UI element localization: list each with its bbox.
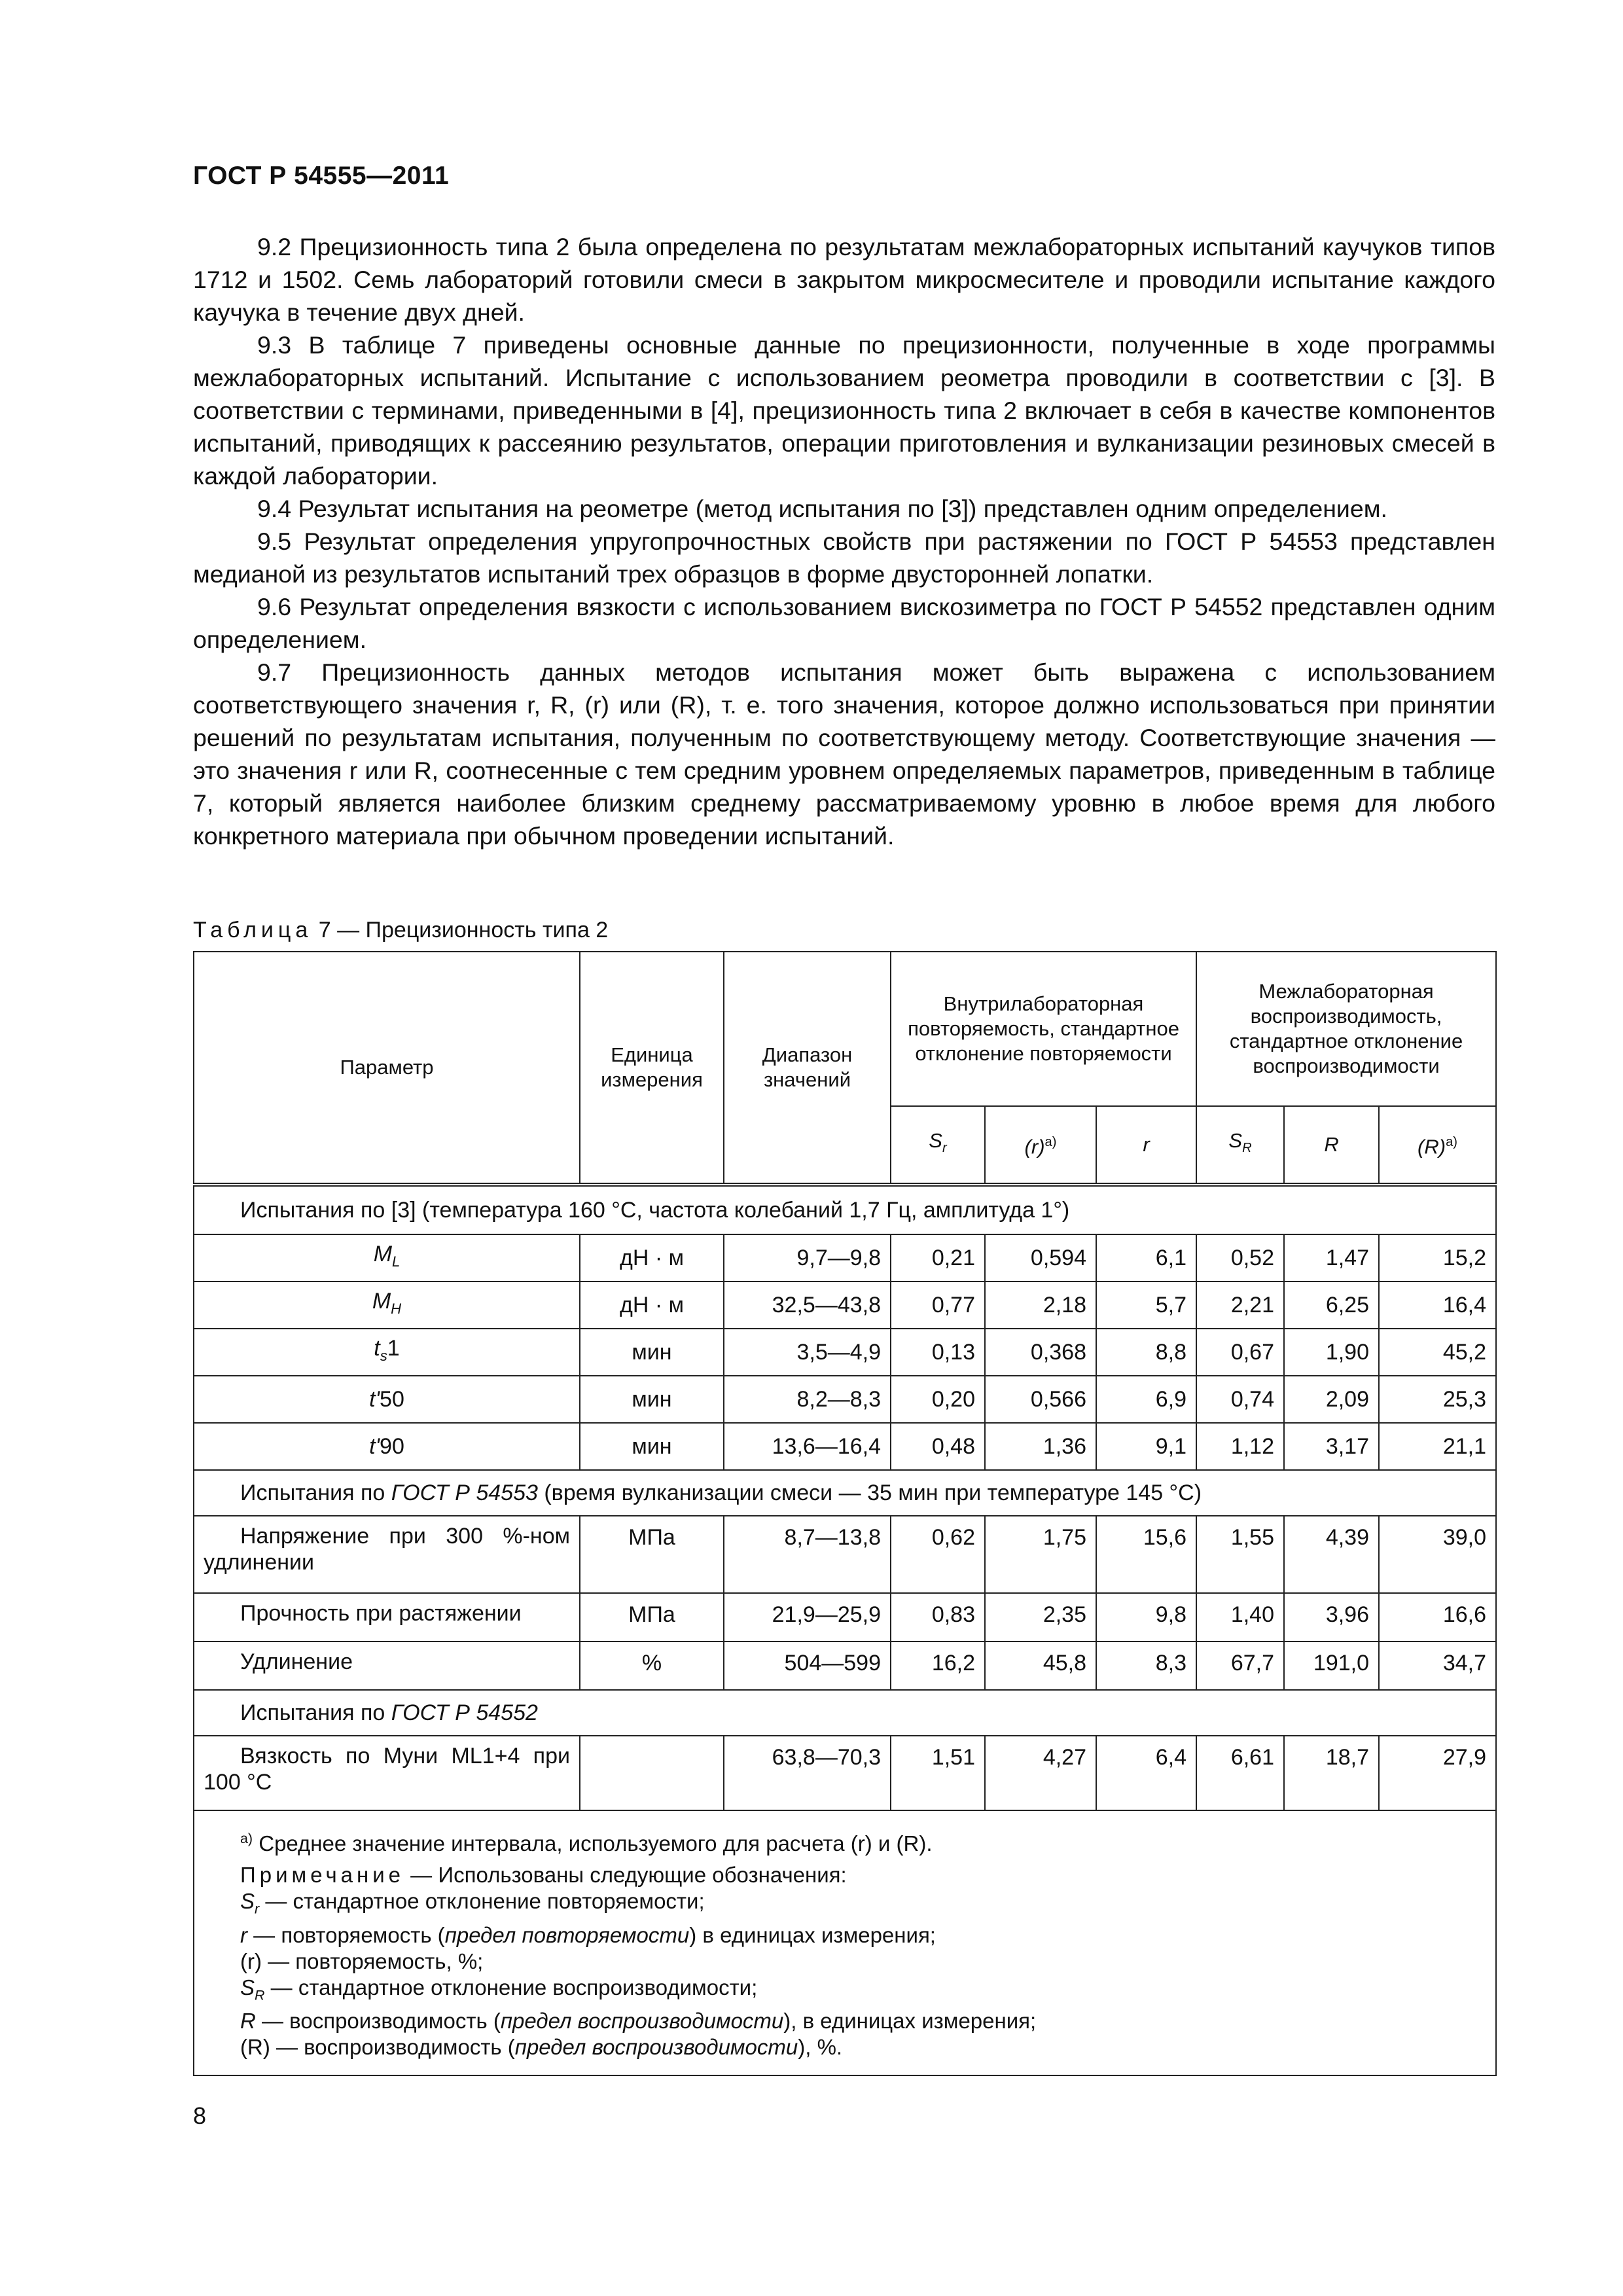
R-percent-cell: 21,1: [1379, 1423, 1496, 1470]
sr-cell: 16,2: [891, 1641, 985, 1690]
r-cell: 5,7: [1096, 1282, 1196, 1329]
header-param: Параметр: [194, 952, 580, 1185]
unit-cell: МПа: [580, 1516, 724, 1593]
r-percent-cell: 1,36: [985, 1423, 1096, 1470]
unit-cell: %: [580, 1641, 724, 1690]
R-percent-cell: 15,2: [1379, 1234, 1496, 1282]
r-percent-cell: 0,566: [985, 1376, 1096, 1423]
table-row: [194, 1282, 1496, 1329]
note-line-sr: $S_r$ — стандартное отклонение повторяемости;: [240, 1889, 705, 1917]
r-cell: 6,9: [1096, 1376, 1196, 1423]
paragraph-9-7: 9.7 Прецизионность данных методов испытания может быть выражена с использованием соответствующего значения r, R, (r) или (R), т. е. того значения, которое должно использоваться при принятии решений по результатам испытания, полученным по соответствующему методу. Соответствующие значения — это значения r или R, соотнесенные с тем средним уровнем определяемых параметров, приведенным в таблице 7, который является наиболее близким среднему рассматриваемому уровню в любое время для любого конкретного материала при обычном проведении испытаний.: [193, 658, 1495, 850]
body-text: [193, 230, 1495, 852]
header-R: R: [1284, 1106, 1379, 1185]
sR-cell: 67,7: [1196, 1641, 1284, 1690]
paragraph-9-6: 9.6 Результат определения вязкости с использованием вискозиметра по ГОСТ Р 54552 представлен одним определением.: [193, 593, 1495, 653]
R-percent-cell: 16,4: [1379, 1282, 1496, 1329]
table-caption-title: 7 — Прецизионность типа 2: [312, 918, 609, 942]
range-cell: 8,2—8,3: [724, 1376, 891, 1423]
range-cell: 8,7—13,8: [724, 1516, 891, 1593]
note-line-R: R — воспроизводимость (предел воспроизводимости), в единицах измерения;: [240, 2009, 1037, 2034]
sR-cell: 1,12: [1196, 1423, 1284, 1470]
param-cell: $M_L$: [194, 1234, 580, 1282]
table-caption-word: Таблица: [193, 918, 313, 942]
table-caption: [193, 918, 608, 943]
table-row: [194, 1736, 1496, 1810]
document-header: ГОСТ Р 54555—2011: [193, 162, 450, 190]
precision-table: [193, 951, 1497, 2076]
param-cell: $t_s1$: [194, 1329, 580, 1376]
R-percent-cell: 25,3: [1379, 1376, 1496, 1423]
note-line-r: r — повторяемость (предел повторяемости) в единицах измерения;: [240, 1922, 936, 1947]
sr-cell: 0,62: [891, 1516, 985, 1593]
range-cell: 21,9—25,9: [724, 1593, 891, 1641]
r-percent-cell: 0,368: [985, 1329, 1096, 1376]
r-cell: 15,6: [1096, 1516, 1196, 1593]
table-row: [194, 1516, 1496, 1593]
section-title-tensile: Испытания по ГОСТ Р 54553 (время вулканизации смеси — 35 мин при температуре 145 °С): [194, 1470, 1496, 1516]
sr-cell: 0,83: [891, 1593, 985, 1641]
sR-cell: 0,67: [1196, 1329, 1284, 1376]
paragraph-9-2: 9.2 Прецизионность типа 2 была определена по результатам межлабораторных испытаний каучуков типов 1712 и 1502. Семь лабораторий готовили смеси в закрытом микросмесителе и проводили испытание каждого каучука в течение двух дней.: [193, 233, 1495, 326]
R-percent-cell: 39,0: [1379, 1516, 1496, 1593]
header-R-percent: $(R)^{a)}$: [1379, 1106, 1496, 1185]
paragraph-9-4: 9.4 Результат испытания на реометре (метод испытания по [3]) представлен одним определением.: [257, 495, 1387, 522]
section-title-viscosity: Испытания по ГОСТ Р 54552: [194, 1690, 1496, 1736]
notes-row: [194, 1810, 1496, 2075]
paragraph-9-5: 9.5 Результат определения упругопрочностных свойств при растяжении по ГОСТ Р 54553 представлен медианой из результатов испытаний трех образцов в форме двусторонней лопатки.: [193, 528, 1495, 588]
note-line-sR: $S_R$ — стандартное отклонение воспроизводимости;: [240, 1975, 758, 2003]
header-range: Диапазон значений: [724, 952, 891, 1185]
range-cell: 504—599: [724, 1641, 891, 1690]
r-percent-cell: 2,18: [985, 1282, 1096, 1329]
param-cell: t'90: [194, 1423, 580, 1470]
header-unit: Единица измерения: [580, 952, 724, 1185]
sr-cell: 0,77: [891, 1282, 985, 1329]
param-cell: Напряжение при 300 %-ном удлинении: [194, 1516, 580, 1593]
unit-cell: мин: [580, 1376, 724, 1423]
table-row: [194, 1234, 1496, 1282]
R-cell: 3,96: [1284, 1593, 1379, 1641]
R-cell: 2,09: [1284, 1376, 1379, 1423]
sR-cell: 1,55: [1196, 1516, 1284, 1593]
range-cell: 32,5—43,8: [724, 1282, 891, 1329]
sR-cell: 1,40: [1196, 1593, 1284, 1641]
param-cell: Удлинение: [194, 1641, 580, 1690]
header-r-percent: $(r)^{a)}$: [985, 1106, 1096, 1185]
r-cell: 9,8: [1096, 1593, 1196, 1641]
section-row-rheometer: [194, 1185, 1496, 1234]
unit-cell: [580, 1736, 724, 1810]
R-percent-cell: 34,7: [1379, 1641, 1496, 1690]
param-cell: Вязкость по Муни ML1+4 при 100 °С: [194, 1736, 580, 1810]
r-cell: 6,4: [1096, 1736, 1196, 1810]
table-row: [194, 1593, 1496, 1641]
section-title-rheometer: Испытания по [3] (температура 160 °С, частота колебаний 1,7 Гц, амплитуда 1°): [194, 1185, 1496, 1234]
unit-cell: дН · м: [580, 1282, 724, 1329]
table-row: [194, 1376, 1496, 1423]
table-row: [194, 1641, 1496, 1690]
R-cell: 4,39: [1284, 1516, 1379, 1593]
table-row: [194, 1423, 1496, 1470]
range-cell: 63,8—70,3: [724, 1736, 891, 1810]
section-row-viscosity: [194, 1690, 1496, 1736]
R-cell: 18,7: [1284, 1736, 1379, 1810]
page-number: 8: [193, 2102, 207, 2129]
R-cell: 1,47: [1284, 1234, 1379, 1282]
header-r: r: [1096, 1106, 1196, 1185]
R-cell: 1,90: [1284, 1329, 1379, 1376]
unit-cell: дН · м: [580, 1234, 724, 1282]
section-row-tensile: [194, 1470, 1496, 1516]
param-cell: t'50: [194, 1376, 580, 1423]
sr-cell: 1,51: [891, 1736, 985, 1810]
note-intro: Примечание — Использованы следующие обозначения:: [240, 1863, 847, 1887]
note-line-r-percent: (r) — повторяемость, %;: [240, 1948, 484, 1973]
footnote: $^{a)}$ Среднее значение интервала, используемого для расчета (r) и (R).: [240, 1831, 933, 1856]
header-within-lab: Внутрилабораторная повторяемость, стандартное отклонение повторяемости: [891, 952, 1196, 1106]
range-cell: 13,6—16,4: [724, 1423, 891, 1470]
sr-cell: 0,20: [891, 1376, 985, 1423]
sR-cell: 6,61: [1196, 1736, 1284, 1810]
unit-cell: МПа: [580, 1593, 724, 1641]
R-cell: 191,0: [1284, 1641, 1379, 1690]
unit-cell: мин: [580, 1329, 724, 1376]
sR-cell: 2,21: [1196, 1282, 1284, 1329]
paragraph-9-3: 9.3 В таблице 7 приведены основные данные по прецизионности, полученные в ходе программы межлабораторных испытаний. Испытание с использованием реометра проводили в соответствии с [3]. В соответствии с терминами, приведенными в [4], прецизионность типа 2 включает в себя в качестве компонентов испытаний, приводящих к рассеянию результатов, операции приготовления и вулканизации резиновых смесей в каждой лаборатории.: [193, 331, 1495, 490]
r-percent-cell: 2,35: [985, 1593, 1096, 1641]
r-percent-cell: 0,594: [985, 1234, 1096, 1282]
table-row: [194, 1329, 1496, 1376]
range-cell: 9,7—9,8: [724, 1234, 891, 1282]
r-percent-cell: 4,27: [985, 1736, 1096, 1810]
R-percent-cell: 27,9: [1379, 1736, 1496, 1810]
r-cell: 6,1: [1096, 1234, 1196, 1282]
sr-cell: 0,13: [891, 1329, 985, 1376]
R-cell: 3,17: [1284, 1423, 1379, 1470]
range-cell: 3,5—4,9: [724, 1329, 891, 1376]
r-cell: 9,1: [1096, 1423, 1196, 1470]
unit-cell: мин: [580, 1423, 724, 1470]
header-sr: $S_r$: [891, 1106, 985, 1185]
table-header-row: [194, 952, 1496, 1106]
param-cell: $M_H$: [194, 1282, 580, 1329]
header-sR: $S_R$: [1196, 1106, 1284, 1185]
table-notes: [194, 1810, 1496, 2075]
r-cell: 8,3: [1096, 1641, 1196, 1690]
sR-cell: 0,52: [1196, 1234, 1284, 1282]
R-cell: 6,25: [1284, 1282, 1379, 1329]
sR-cell: 0,74: [1196, 1376, 1284, 1423]
param-cell: Прочность при растяжении: [194, 1593, 580, 1641]
note-line-R-percent: (R) — воспроизводимость (предел воспроизводимости), %.: [240, 2035, 843, 2060]
sr-cell: 0,48: [891, 1423, 985, 1470]
r-percent-cell: 1,75: [985, 1516, 1096, 1593]
header-between-lab: Межлабораторная воспроизводимость, стандартное отклонение воспроизводимости: [1196, 952, 1496, 1106]
r-percent-cell: 45,8: [985, 1641, 1096, 1690]
r-cell: 8,8: [1096, 1329, 1196, 1376]
R-percent-cell: 16,6: [1379, 1593, 1496, 1641]
sr-cell: 0,21: [891, 1234, 985, 1282]
R-percent-cell: 45,2: [1379, 1329, 1496, 1376]
